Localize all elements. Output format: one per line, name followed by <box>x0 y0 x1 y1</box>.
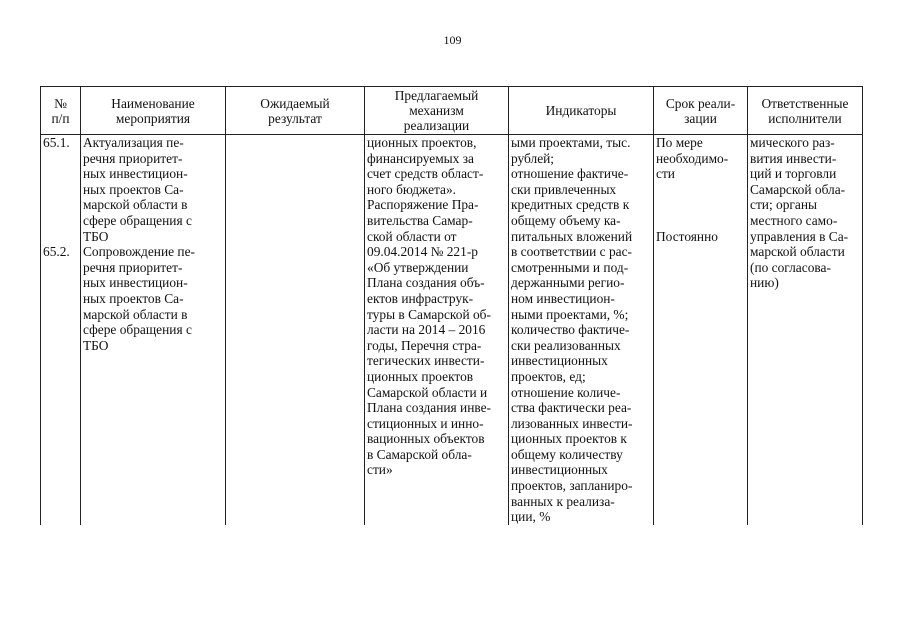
row-number-65-1: 65.1. <box>43 135 70 150</box>
header-responsible: Ответственные исполнители <box>748 87 863 135</box>
mechanism-text: ционных проектов, финансируемых за счет средств област- ного бюджета». Распоряжение Пра- вительства Самар- ской области от 09.04.2014 № 221-р «Об утверждении Плана создания объ- ектов инфраструк- туры в Самарской об- ласти на 2014 – 2016 годы, Перечня стра- тегических инвести- ционных проектов Самарской области и Плана создания инве- стиционных и инно- вационных объектов в Самарской обла- сти» <box>367 135 492 478</box>
responsible-cell <box>748 135 863 525</box>
term-65-1: По мере необходимо- сти <box>656 135 729 182</box>
indicators-text: ыми проектами, тыс. рублей; отношение фактиче- ски привлеченных кредитных средств к общему объему ка- питальных вложений в соответствии с рас- смотренными и под- держанными регио- ном инвестицион- ными проектами, %; количество фактиче- ски реализованных инвестиционных проектов, ед; отношение количе- ства фактически реа- лизованных инвести- ционных проектов к общему количеству инвестиционных проектов, запланиро- ванных к реализа- ции, % <box>511 135 633 525</box>
term-cell <box>654 135 748 525</box>
row-number-65-2: 65.2. <box>43 244 70 260</box>
term-65-2: Постоянно <box>656 228 718 244</box>
header-number: № п/п <box>41 87 81 135</box>
header-name: Наименование мероприятия <box>81 87 226 135</box>
mechanism-cell <box>365 135 509 525</box>
table-row <box>41 135 863 525</box>
header-term: Срок реали- зации <box>654 87 748 135</box>
indicators-cell <box>509 135 654 525</box>
table-header-row <box>41 87 863 135</box>
page-number: 109 <box>443 33 462 47</box>
responsible-text: мического раз- вития инвести- ций и торговли Самарской обла- сти; органы местного само- управления в Са- марской области (по согласова- нию) <box>750 135 849 291</box>
result-cell <box>226 135 365 525</box>
header-mechanism: Предлагаемый механизм реализации <box>365 87 509 135</box>
row-names-cell <box>81 135 226 525</box>
row-numbers-cell <box>41 135 81 525</box>
row-name-65-2: Сопровождение пе- речня приоритет- ных инвестицион- ных проектов Са- марской области в сфере обращения с ТБО <box>83 244 195 353</box>
header-indicators: Индикаторы <box>509 87 654 135</box>
row-name-65-1: Актуализация пе- речня приоритет- ных инвестицион- ных проектов Са- марской области в сфере обращения с ТБО <box>83 135 192 244</box>
measures-table <box>40 86 863 525</box>
header-result: Ожидаемый результат <box>226 87 365 135</box>
